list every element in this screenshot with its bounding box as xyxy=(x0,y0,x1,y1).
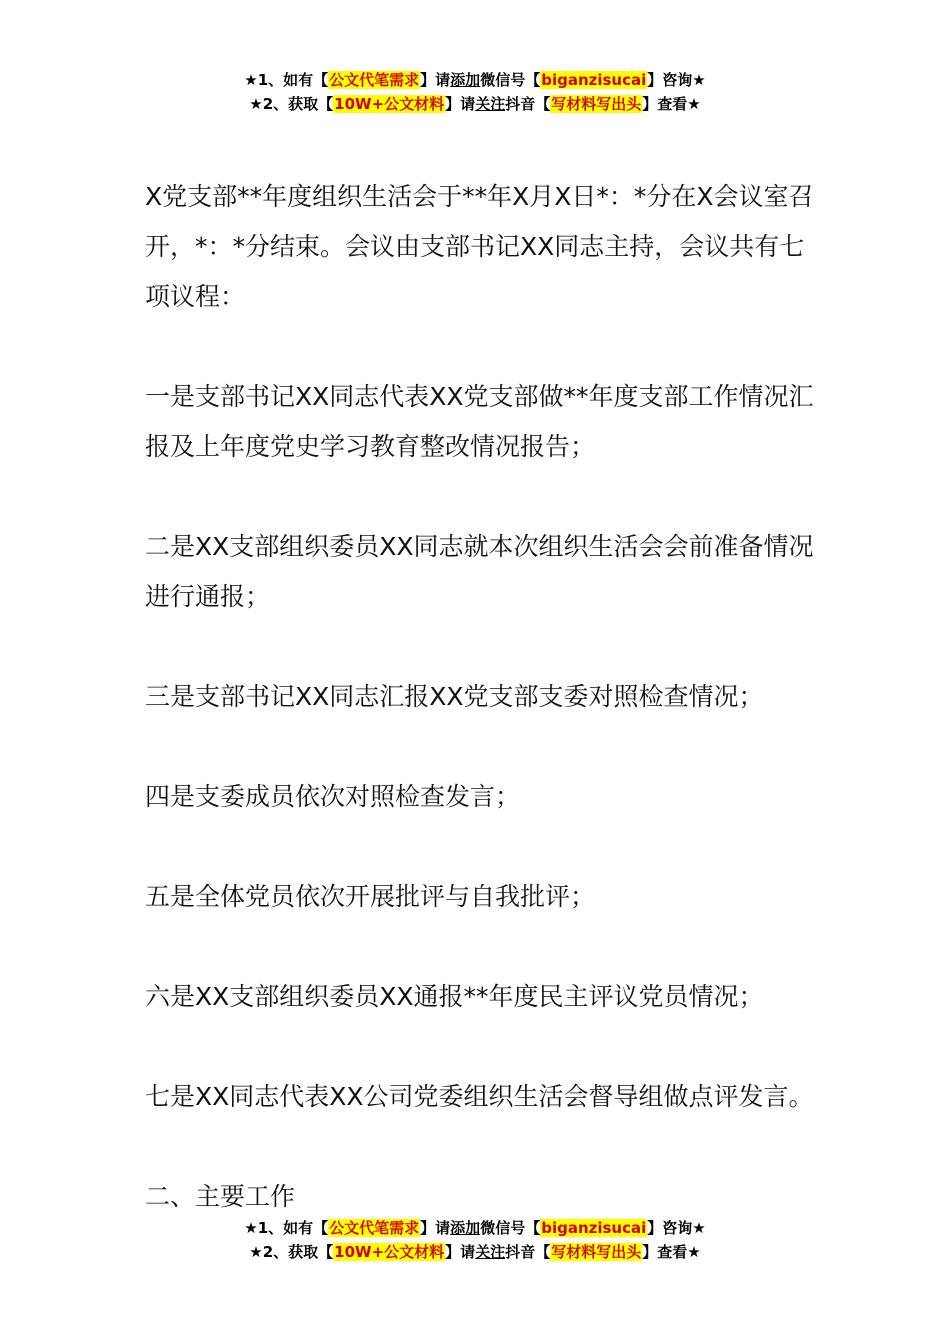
banner-text: 】请 xyxy=(445,95,476,113)
star-icon: ★ xyxy=(244,1219,258,1237)
star-icon: ★ xyxy=(692,71,706,89)
highlight-wechat-id: biganzisucai xyxy=(541,1219,647,1237)
star-icon: ★ xyxy=(249,95,263,113)
underlined-text: 添加 xyxy=(450,1219,481,1237)
star-icon: ★ xyxy=(244,71,258,89)
banner-text: 1、如有【 xyxy=(257,71,329,89)
underlined-text: 关注 xyxy=(475,1243,506,1261)
agenda-item-6: 六是XX支部组织委员XX通报**年度民主评议党员情况； xyxy=(145,982,764,1011)
agenda-item-7: 七是XX同志代表XX公司党委组织生活会督导组做点评发言。 xyxy=(145,1082,814,1111)
banner-text: 】请 xyxy=(445,1243,476,1261)
star-icon: ★ xyxy=(687,1243,701,1261)
header-banner xyxy=(0,68,950,116)
star-icon: ★ xyxy=(692,1219,706,1237)
star-icon: ★ xyxy=(249,1243,263,1261)
agenda-item-4: 四是支委成员依次对照检查发言； xyxy=(145,782,521,811)
banner-text: 抖音【 xyxy=(505,1243,551,1261)
agenda-item-1: 一是支部书记XX同志代表XX党支部做**年度支部工作情况汇报及上年度党史学习教育整改情况报告； xyxy=(145,382,814,461)
underlined-text: 添加 xyxy=(450,71,481,89)
agenda-item-2: 二是XX支部组织委员XX同志就本次组织生活会会前准备情况进行通报； xyxy=(145,532,814,611)
highlight-service: 公文代笔需求 xyxy=(329,1219,420,1237)
banner-line-1 xyxy=(0,1216,950,1240)
section-heading: 二、主要工作 xyxy=(145,1182,296,1211)
banner-text: 2、获取【 xyxy=(262,1243,334,1261)
star-icon: ★ xyxy=(687,95,701,113)
highlight-douyin: 写材料写出头 xyxy=(551,1243,642,1261)
banner-line-2 xyxy=(0,92,950,116)
document-body xyxy=(145,172,815,1222)
banner-text: 微信号【 xyxy=(480,1219,541,1237)
underlined-text: 关注 xyxy=(475,95,506,113)
banner-text: 2、获取【 xyxy=(262,95,334,113)
highlight-materials: 10W+公文材料 xyxy=(334,1243,445,1261)
highlight-wechat-id: biganzisucai xyxy=(541,71,647,89)
highlight-douyin: 写材料写出头 xyxy=(551,95,642,113)
highlight-materials: 10W+公文材料 xyxy=(334,95,445,113)
banner-text: 】请 xyxy=(420,71,451,89)
banner-text: 】查看 xyxy=(642,1243,688,1261)
banner-text: 】请 xyxy=(420,1219,451,1237)
banner-text: 】咨询 xyxy=(647,71,693,89)
intro-paragraph: X党支部**年度组织生活会于**年X月X日*：*分在X会议室召开，*：*分结束。会议由支部书记XX同志主持，会议共有七项议程： xyxy=(145,182,814,311)
banner-text: 微信号【 xyxy=(480,71,541,89)
banner-line-2 xyxy=(0,1240,950,1264)
banner-text: 】咨询 xyxy=(647,1219,693,1237)
banner-text: 1、如有【 xyxy=(257,1219,329,1237)
banner-text: 抖音【 xyxy=(505,95,551,113)
banner-line-1 xyxy=(0,68,950,92)
banner-text: 】查看 xyxy=(642,95,688,113)
agenda-item-5: 五是全体党员依次开展批评与自我批评； xyxy=(145,882,596,911)
highlight-service: 公文代笔需求 xyxy=(329,71,420,89)
agenda-item-3: 三是支部书记XX同志汇报XX党支部支委对照检查情况； xyxy=(145,682,764,711)
footer-banner xyxy=(0,1216,950,1264)
